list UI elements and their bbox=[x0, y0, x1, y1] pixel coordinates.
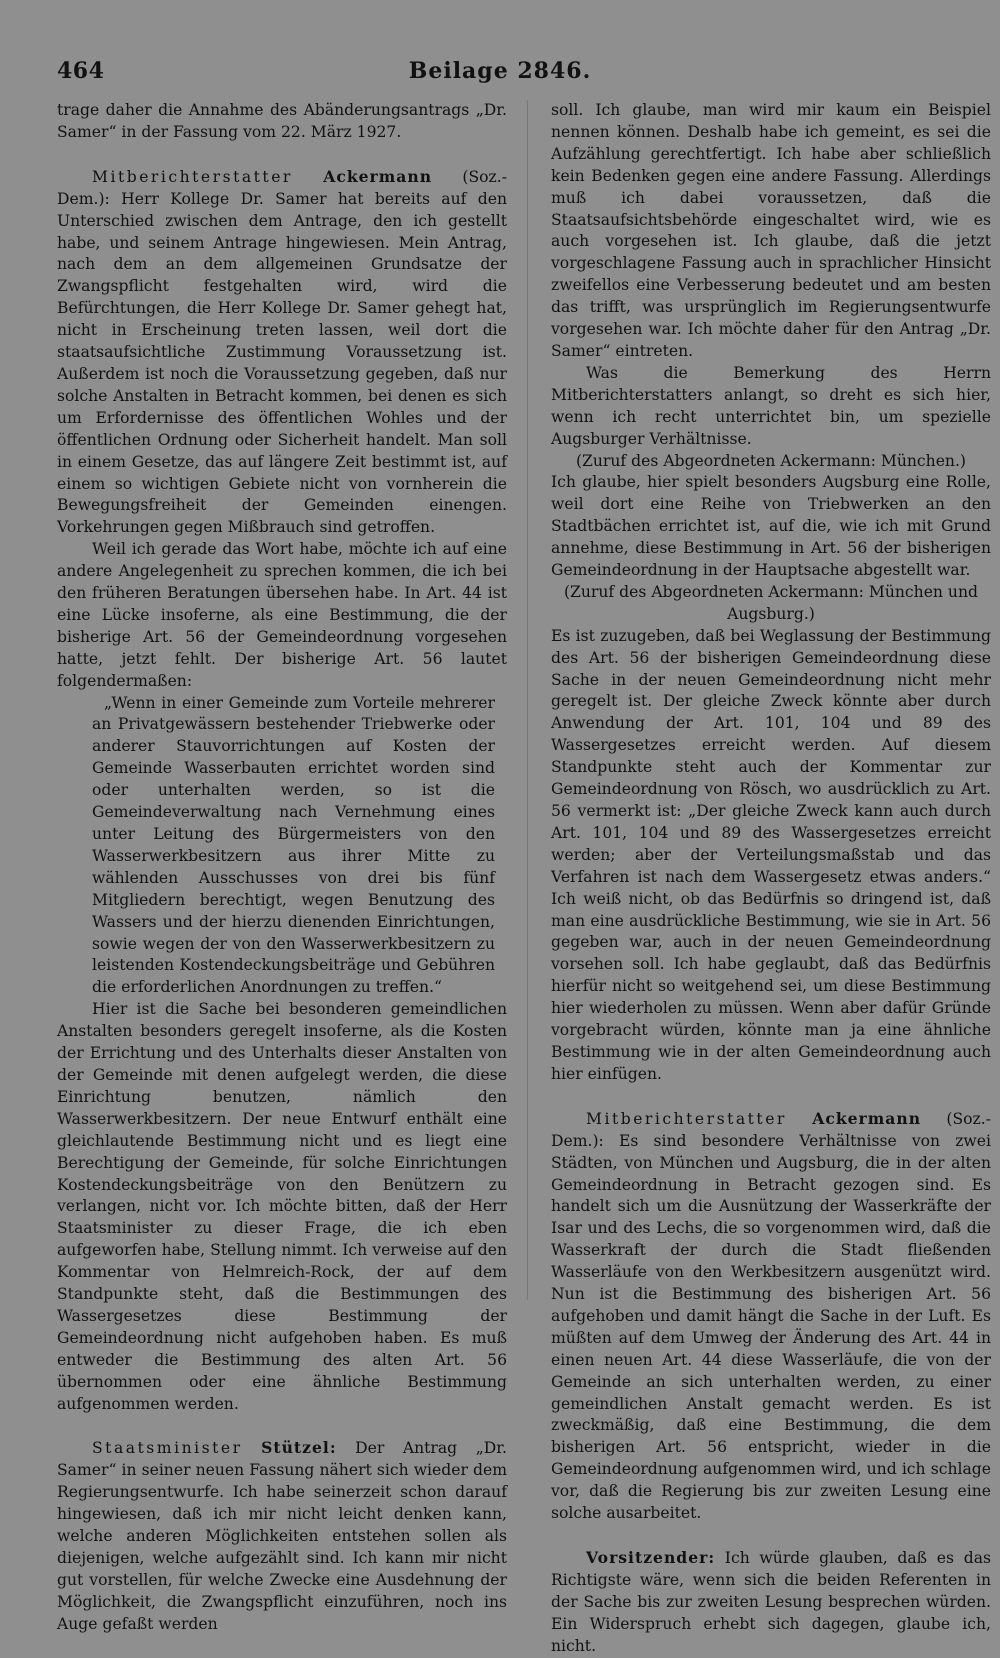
speaker-paragraph bbox=[551, 1108, 991, 1525]
speaker-paragraph bbox=[551, 1547, 991, 1658]
speaker-paragraph bbox=[57, 1437, 507, 1635]
column-divider bbox=[527, 100, 528, 1300]
speaker-party: (Soz.-Dem.): bbox=[57, 167, 507, 208]
page-number: 464 bbox=[57, 58, 105, 84]
speech-text: Es sind besondere Verhältnisse von zwei Städten, von München und Augsburg, die in der alten Gemeindeordnung in Betracht gezogen sind. Es handelt sich um die Ausnützung der Wasserkräfte der Isar und des Lechs, die so vorgenommen wird, daß die Wasserkraft der durch die Stadt fließenden Wasserläufe von den Werkbesitzern ausgenützt wird. Nun ist die Bestimmung des bisherigen Art. 56 aufgehoben und damit hängt die Sache in der Luft. Es müßten auf dem Umweg der Änderung des Art. 44 in einen neuen Art. 44 diese Wasserläufe, die von der Gemeinde an sich unterhalten werden, zu einer gemeindlichen Anstalt gemacht werden. Es ist zweckmäßig, daß eine Bestimmung, die dem bisherigen Art. 56 entspricht, wieder in die Gemeindeordnung aufgenommen wird, und ich schlage vor, daß die Regierung bis zur zweiten Lesung eine solche ausarbeitet. bbox=[551, 1131, 991, 1523]
page-title: Beilage 2846. bbox=[408, 58, 592, 84]
speaker-name: Ackermann bbox=[812, 1108, 922, 1128]
speaker-name: Stützel: bbox=[261, 1438, 337, 1458]
paragraph: Was die Bemerkung des Herrn Mitberichterstatters anlangt, so dreht es sich hier, wenn ich recht unterrichtet bin, um spezielle Augsburger Verhältnisse. bbox=[551, 363, 991, 448]
speaker-paragraph bbox=[57, 166, 507, 539]
paragraph: Hier ist die Sache bei besonderen gemeindlichen Anstalten besonders geregelt insoferne, als die Kosten der Errichtung und des Unterhalts dieser Anstalten von der Gemeinde mit denen aufgelegt werden, die diese Einrichtung benutzen, nämlich den Wasserwerkbesitzern. Der neue Entwurf enthält eine gleichlautende Bestimmung nicht und es liegt eine Berechtigung der Gemeinde, für solche Einrichtungen Kostendeckungsbeiträge von den Benützern zu verlangen, nicht vor. Ich möchte bitten, daß der Herr Staatsminister zu dieser Frage, die ich eben aufgeworfen habe, Stellung nimmt. Ich verweise auf den Kommentar von Helmreich-Rock, der auf dem Standpunkte steht, daß die Bestimmungen des Wassergesetzes diese Bestimmung der Gemeindeordnung nicht aufgehoben haben. Es muß entweder die Bestimmung des alten Art. 56 übernommen oder eine ähnliche Bestimmung aufgenommen werden. bbox=[57, 1000, 507, 1413]
speaker-party: (Soz.-Dem.): bbox=[551, 1109, 991, 1150]
right-column bbox=[551, 100, 991, 1658]
paragraph: trage daher die Annahme des Abänderungsantrags „Dr. Samer“ in der Fassung vom 22. März 1927. bbox=[57, 101, 507, 141]
paragraph: Weil ich gerade das Wort habe, möchte ich auf eine andere Angelegenheit zu sprechen kommen, die ich bei den früheren Beratungen übersehen habe. In Art. 44 ist eine Lücke insoferne, als eine Bestimmung, die der bisherige Art. 56 der Gemeindeordnung vorgesehen hatte, jetzt fehlt. Der bisherige Art. 56 lautet folgendermaßen: bbox=[57, 540, 507, 690]
speaker-name: Vorsitzender: bbox=[586, 1548, 716, 1567]
speaker-role: Mitberichterstatter bbox=[92, 167, 293, 186]
paragraph: soll. Ich glaube, man wird mir kaum ein Beispiel nennen können. Deshalb habe ich gemeint, es sei die Aufzählung gerechtfertigt. Ich habe aber schließlich kein Bedenken gegen eine andere Fassung. Allerdings muß ich dabei voraussetzen, daß die Staatsaufsichtsbehörde eingeschaltet wird, wie es auch vorgesehen ist. Ich glaube, daß die jetzt vorgeschlagene Fassung auch in sprachlicher Hinsicht zweifellos eine Verbesserung bedeutet und am besten das trifft, was ursprünglich im Regierungsentwurfe vorgesehen war. Ich möchte daher für den Antrag „Dr. Samer“ eintreten. bbox=[551, 101, 991, 360]
speech-text: Herr Kollege Dr. Samer hat bereits auf den Unterschied zwischen dem Antrage, den ich gestellt habe, und seinem Antrage hingewiesen. Mein Antrag, nach dem an dem allgemeinen Grundsatze der Zwangspflicht festgehalten wird, wird die Befürchtungen, die Herr Kollege Dr. Samer gehegt hat, nicht in Erscheinung treten lassen, weil dort die staatsaufsichtliche Zustimmung Voraussetzung ist. Außerdem ist noch die Voraussetzung gegeben, daß nur solche Anstalten in Betracht kommen, bei denen es sich um Erfordernisse des öffentlichen Wohles und der öffentlichen Ordnung oder Sicherheit handelt. Man soll in einem Gesetze, das auf längere Zeit bestimmt ist, auf einem so wichtigen Gebiete nicht von vornherein die Bewegungsfreiheit der Gemeinden einengen. Vorkehrungen gegen Mißbrauch sind getroffen. bbox=[57, 189, 508, 537]
paragraph: Es ist zuzugeben, daß bei Weglassung der Bestimmung des Art. 56 der bisherigen Gemeindeordnung diese Sache in der neuen Gemeindeordnung nicht mehr geregelt ist. Der gleiche Zweck könnte aber durch Anwendung der Art. 101, 104 und 89 des Wassergesetzes erreicht werden. Auf diesem Standpunkte steht auch der Kommentar zur Gemeindeordnung von Rösch, wo ausdrücklich zu Art. 56 vermerkt ist: „Der gleiche Zweck kann auch durch Art. 101, 104 und 89 des Wassergesetzes erreicht werden; aber der Verteilungsmaßstab und das Verfahren ist nach dem Wassergesetz etwas anders.“ Ich weiß nicht, ob das Bedürfnis so dringend ist, daß man eine ausdrückliche Bestimmung, wie sie in Art. 56 gegeben war, auch in der neuen Gemeindeordnung vorsehen soll. Ich habe geglaubt, daß das Bedürfnis hierfür nicht so weitgehend sei, um diese Bestimmung hier wiederholen zu müssen. Wenn aber dafür Gründe vorgebracht würden, könnte man ja eine ähnliche Bestimmung wie in der alten Gemeindeordnung auch hier einfügen. bbox=[551, 626, 991, 1083]
quoted-article: „Wenn in einer Gemeinde zum Vorteile mehrerer an Privatgewässern bestehender Triebwerke oder anderer Stauvorrichtungen auf Kosten der Gemeinde Wasserbauten errichtet worden sind oder unterhalten werden, so ist die Gemeindeverwaltung nach Vernehmung eines unter Leitung des Bürgermeisters von den Wasserwerkbesitzern aus ihrer Mitte zu wählenden Ausschusses von drei bis fünf Mitgliedern berechtigt, wegen Benutzung des Wassers und der hierzu dienenden Einrichtungen, sowie wegen der von den Wasserwerkbesitzern zu leistenden Kostendeckungsbeiträge und Gebühren die erforderlichen Anordnungen zu treffen.“ bbox=[92, 693, 495, 997]
speaker-role: Mitberichterstatter bbox=[586, 1109, 787, 1128]
interjection: (Zuruf des Abgeordneten Ackermann: München.) bbox=[575, 451, 967, 470]
speaker-name: Ackermann bbox=[323, 166, 433, 186]
speaker-role: Staatsminister bbox=[92, 1439, 243, 1458]
interjection: (Zuruf des Abgeordneten Ackermann: München und Augsburg.) bbox=[563, 582, 979, 623]
speech-text: Der Antrag „Dr. Samer“ in seiner neuen Fassung nähert sich wieder dem Regierungsentwurfe. Ich habe seinerzeit schon darauf hingewiesen, daß ich mir nicht leicht denken kann, welche anderen Möglichkeiten entstehen sollen als diejenigen, welche aufgezählt sind. Ich kann mir nicht gut vorstellen, für welche Zwecke eine Ausdehnung der Möglichkeit, die Zwangspflicht einzuführen, noch ins Auge gefaßt werden bbox=[57, 1439, 507, 1633]
paragraph: Ich glaube, hier spielt besonders Augsburg eine Rolle, weil dort eine Reihe von Triebwerken an den Stadtbächen errichtet ist, auf die, wie ich mit Grund annehme, diese Bestimmung in Art. 56 der bisherigen Gemeindeordnung in der Hauptsache abgestellt war. bbox=[551, 473, 991, 580]
speech-text: Ich würde glauben, daß es das Richtigste wäre, wenn sich die beiden Referenten in der Sache bis zur zweiten Lesung besprechen würden. Ein Widerspruch erhebt sich dagegen, glaube ich, nicht. bbox=[551, 1549, 991, 1655]
left-column bbox=[57, 100, 507, 1636]
